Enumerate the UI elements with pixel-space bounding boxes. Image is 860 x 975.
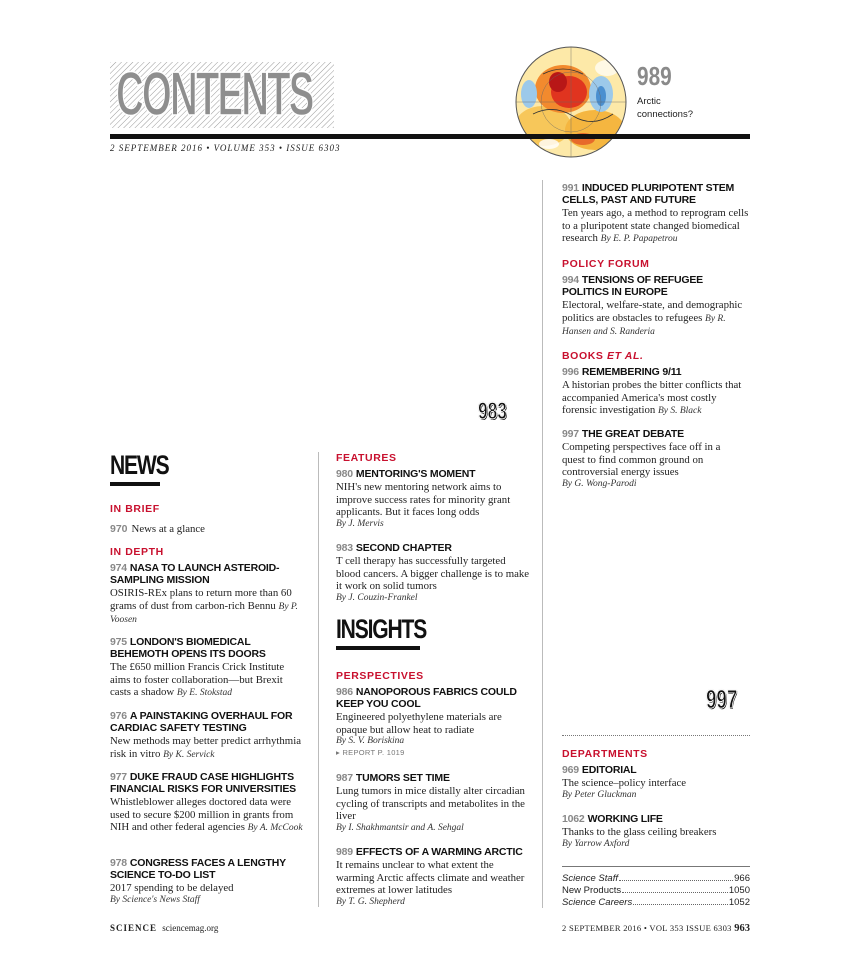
- item-title: 996 REMEMBERING 9/11: [562, 366, 682, 378]
- news-item-975[interactable]: [110, 636, 305, 700]
- journal-name: SCIENCE: [110, 923, 158, 933]
- column-divider-right: [542, 180, 543, 908]
- image-label-983: 983: [478, 398, 507, 425]
- insight-item-986[interactable]: [336, 686, 531, 757]
- item-title: 975 LONDON'S BIOMEDICAL BEHEMOTH OPENS ITS DOORS: [110, 636, 266, 660]
- item-title: 989 EFFECTS OF A WARMING ARCTIC: [336, 846, 523, 858]
- item-byline: By Yarrow Axford: [562, 838, 630, 849]
- item-desc: Competing perspectives face off in a quest to find common ground on controversial energy issues: [562, 441, 721, 478]
- feature-item-980[interactable]: [336, 468, 531, 529]
- item-desc: Whistleblower alleges doctored data were used to secure $200 million in grants from NIH and other federal agencies By A. McCook: [110, 796, 303, 833]
- item-desc: NIH's new mentoring network aims to improve success rates for minority grant applicants. But it faces long odds: [336, 481, 511, 518]
- item-byline: By J. Mervis: [336, 518, 384, 529]
- item-title: 986 NANOPOROUS FABRICS COULD KEEP YOU COOL: [336, 686, 517, 710]
- item-title: 987 TUMORS SET TIME: [336, 772, 450, 784]
- issue-date-line: 2 SEPTEMBER 2016 • VOLUME 353 • ISSUE 6303: [110, 143, 341, 153]
- item-byline: By I. Shakhmantsir and A. Sehgal: [336, 822, 464, 833]
- item-desc: It remains unclear to what extent the warming Arctic affects climate and weather extremes at lower latitudes: [336, 859, 525, 896]
- item-title: 977 DUKE FRAUD CASE HIGHLIGHTS FINANCIAL RISKS FOR UNIVERSITIES: [110, 771, 296, 795]
- in-brief-item[interactable]: [110, 519, 205, 537]
- insight-item-987[interactable]: [336, 772, 531, 833]
- toc-top-rule: [562, 866, 750, 867]
- item-byline: By T. G. Shepherd: [336, 896, 405, 907]
- right-item-991[interactable]: [562, 182, 752, 246]
- item-byline: By Peter Gluckman: [562, 789, 637, 800]
- header-rule: [110, 134, 750, 139]
- department-item-1062[interactable]: [562, 813, 752, 849]
- page-index-list: [562, 873, 750, 909]
- perspectives-label: PERSPECTIVES: [336, 670, 424, 682]
- item-desc: 2017 spending to be delayed: [110, 882, 234, 894]
- item-desc: Engineered polyethylene materials are opaque but allow heat to radiate: [336, 711, 502, 736]
- item-byline: By Science's News Staff: [110, 894, 200, 905]
- cover-globe-image: [513, 44, 629, 160]
- image-label-997: 997: [706, 684, 738, 714]
- page-title: CONTENTS: [116, 60, 313, 129]
- column-divider-left: [318, 452, 319, 907]
- footer-issue-line: 2 SEPTEMBER 2016 • VOL 353 ISSUE 6303: [562, 923, 732, 933]
- item-byline: By G. Wong-Parodi: [562, 478, 637, 489]
- cover-caption-line1: Arctic: [637, 96, 661, 107]
- item-title: 983 SECOND CHAPTER: [336, 542, 452, 554]
- item-byline: By J. Couzin-Frankel: [336, 592, 418, 603]
- item-desc: New methods may better predict arrhythmia risk in vitro By K. Servick: [110, 735, 301, 760]
- in-depth-label: IN DEPTH: [110, 546, 164, 558]
- report-reference-link[interactable]: ▸ REPORT P. 1019: [336, 748, 405, 757]
- toc-row-new-products[interactable]: New Products 1050: [562, 885, 750, 896]
- books-et-al-label: BOOKS ET AL.: [562, 350, 644, 362]
- cover-page-number[interactable]: 989: [637, 61, 672, 91]
- news-item-974[interactable]: [110, 562, 305, 627]
- item-desc: OSIRIS-REx plans to return more than 60 grams of dust from carbon-rich Bennu By P. Voosen: [110, 587, 298, 625]
- item-title: 1062 WORKING LIFE: [562, 813, 663, 825]
- item-title: 976 A PAINSTAKING OVERHAUL FOR CARDIAC SAFETY TESTING: [110, 710, 293, 734]
- contents-title-block: [110, 62, 334, 128]
- item-desc: Electoral, welfare-state, and demographic politics are obstacles to refugees By R. Hansen and S. Randeria: [562, 299, 743, 337]
- item-title: 978 CONGRESS FACES A LENGTHY SCIENCE TO-DO LIST: [110, 857, 286, 881]
- item-desc: The science–policy interface: [562, 777, 687, 789]
- insights-heading-rule: [336, 646, 420, 650]
- item-title: 991 INDUCED PLURIPOTENT STEM CELLS, PAST AND FUTURE: [562, 182, 735, 206]
- toc-row-science-careers[interactable]: Science Careers 1052: [562, 897, 750, 908]
- news-heading-text: NEWS: [110, 450, 169, 480]
- item-title: 974 NASA TO LAUNCH ASTEROID-SAMPLING MISSION: [110, 562, 280, 586]
- feature-item-983[interactable]: [336, 542, 531, 603]
- item-desc: T cell therapy has successfully targeted blood cancers. A bigger challenge is to make it work on solid tumors: [336, 555, 530, 592]
- departments-label: DEPARTMENTS: [562, 748, 648, 760]
- item-title: 994 TENSIONS OF REFUGEE POLITICS IN EUROPE: [562, 274, 703, 298]
- policy-item-994[interactable]: [562, 274, 752, 339]
- features-label: FEATURES: [336, 452, 397, 464]
- page-number: 963: [734, 923, 750, 934]
- insights-heading: INSIGHTS: [336, 614, 427, 644]
- news-item-978[interactable]: [110, 857, 305, 905]
- item-desc: A historian probes the bitter conflicts that accompanied America's most costly forensic investigation By S. Black: [562, 379, 742, 416]
- item-desc: Ten years ago, a method to reprogram cells to a pluripotent state changed biomedical research By E. P. Papapetrou: [562, 207, 749, 244]
- item-desc: Thanks to the glass ceiling breakers: [562, 826, 717, 838]
- insight-item-989[interactable]: [336, 846, 531, 907]
- toc-row-science-staff[interactable]: Science Staff 966: [562, 873, 750, 884]
- journal-site-link[interactable]: sciencemag.org: [162, 923, 219, 933]
- item-byline: By S. V. Boriskina: [336, 736, 405, 746]
- books-item-996[interactable]: [562, 366, 752, 418]
- item-title: 969 EDITORIAL: [562, 764, 637, 776]
- item-title: 980 MENTORING'S MOMENT: [336, 468, 476, 480]
- news-heading-rule: [110, 482, 160, 486]
- item-desc: The £650 million Francis Crick Institute aims to foster collaboration—but Brexit casts a shadow By E. Stokstad: [110, 661, 285, 698]
- departments-dotted-rule: [562, 735, 750, 736]
- policy-forum-label: POLICY FORUM: [562, 258, 650, 270]
- department-item-969[interactable]: [562, 764, 752, 800]
- item-text: News at a glance: [131, 523, 205, 535]
- news-item-977[interactable]: [110, 771, 305, 835]
- cover-caption-line2: connections?: [637, 109, 693, 120]
- item-title: 997 THE GREAT DEBATE: [562, 428, 684, 440]
- item-desc: Lung tumors in mice distally alter circadian cycling of transcripts and metabolites in the liver: [336, 785, 525, 822]
- books-item-997[interactable]: [562, 428, 737, 489]
- news-item-976[interactable]: [110, 710, 305, 761]
- item-number: 970: [110, 523, 128, 535]
- footer-right: [562, 923, 750, 934]
- in-brief-label: IN BRIEF: [110, 503, 160, 515]
- footer-left: [110, 923, 218, 933]
